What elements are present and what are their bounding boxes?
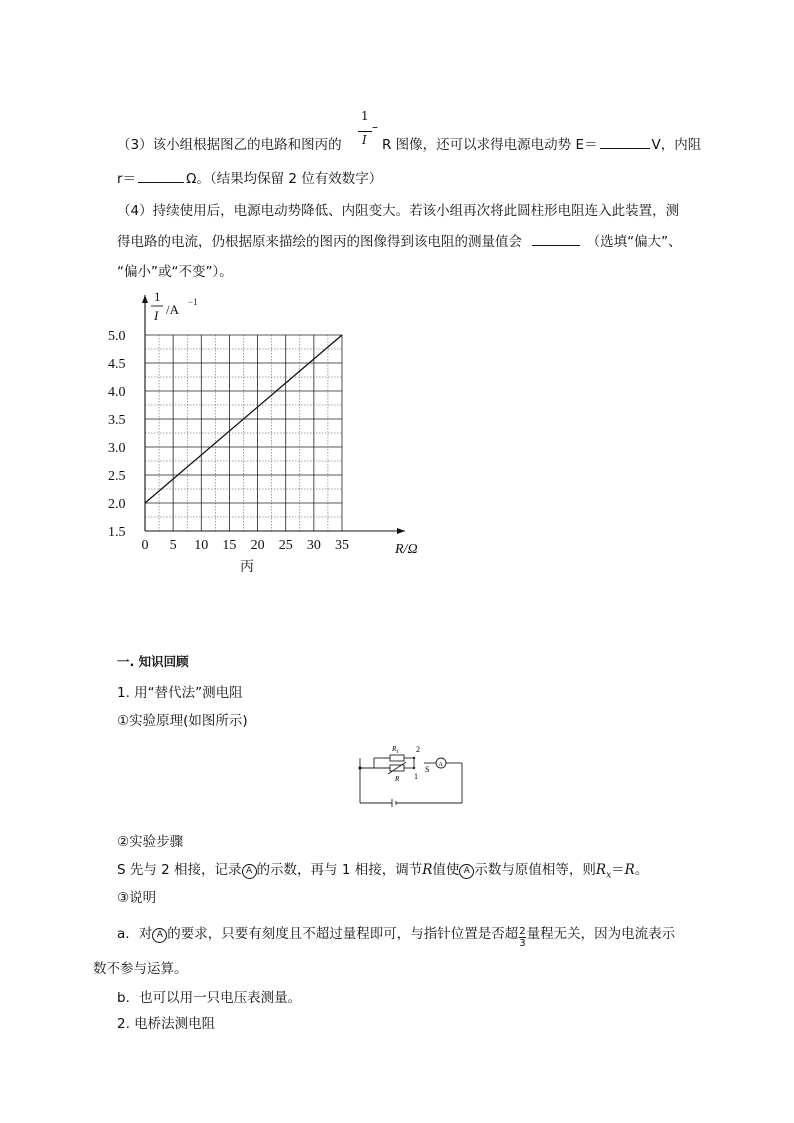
fraction-two-thirds: $\frac{2}{3}$: [519, 926, 526, 949]
x-tick-label: 35: [335, 538, 349, 553]
y-tick-label: 3.5: [108, 413, 126, 428]
y-axis-arrow: [142, 295, 148, 303]
chart-caption: 丙: [240, 560, 254, 575]
blank-internal-resistance[interactable]: [138, 170, 184, 183]
q4-line1: （4）持续使用后，电源电动势降低、内阻变大。若该小组再次将此圆柱形电阻连入此装置，测: [117, 203, 680, 219]
y-label-numerator: 1: [154, 289, 161, 304]
x-tick-label: 30: [306, 538, 321, 553]
review-item2-title: 2. 电桥法测电阻: [117, 1016, 216, 1032]
circuit-label-r1: $R_1$: [392, 745, 399, 755]
y-label-denominator: I: [154, 308, 159, 323]
blank-measurement[interactable]: [532, 233, 580, 246]
q3-fraction-denominator: I: [362, 133, 367, 147]
y-tick-label: 2.0: [108, 497, 126, 512]
q3-dash: –: [372, 120, 378, 134]
review-item1-title: 1. 用“替代法”测电阻: [117, 685, 243, 701]
ammeter-symbol: A: [242, 864, 257, 879]
y-tick-label: 1.5: [108, 525, 126, 540]
review-heading: 一. 知识回顾: [117, 654, 189, 669]
circuit-label-a: A: [438, 762, 443, 768]
x-label: R/Ω: [395, 542, 418, 557]
x-tick-label: 10: [194, 538, 209, 553]
review-sub2: ②实验步骤: [117, 834, 184, 850]
circuit-label-s: S: [425, 765, 430, 774]
ammeter-symbol-2: A: [459, 864, 474, 879]
y-tick-label: 4.0: [108, 385, 126, 400]
x-tick-label: 15: [222, 538, 237, 553]
q3-line2: r＝ Ω。（结果均保留 2 位有效数字）: [117, 171, 383, 187]
review-step-line: S 先与 2 相接，记录 A 的示数，再与 1 相接，调节R值使 A 示数与原值相等，则$R_x=R$。: [117, 862, 649, 881]
q3-line1: （3）该小组根据图乙的电路和图丙的: [117, 137, 342, 153]
y-tick-label: 5.0: [108, 329, 126, 344]
q4-line3: “偏小”或“不变”）。: [117, 264, 233, 280]
x-axis-arrow: [397, 528, 405, 534]
review-sub3: ③说明: [117, 890, 157, 906]
q3-line1-end: R 图像，还可以求得电源电动势 E＝ V，内阻: [382, 137, 702, 153]
circuit-label-r: R: [395, 775, 400, 783]
blank-emf[interactable]: [600, 136, 650, 149]
review-note-a-line2: 数不参与运算。: [93, 961, 188, 977]
y-tick-label: 2.5: [108, 469, 126, 484]
graph-bing: [105, 285, 425, 585]
review-note-b: b．也可以用一只电压表测量。: [117, 990, 302, 1006]
q3-fraction-numerator: 1: [361, 109, 369, 123]
q4-line2: 得电路的电流，仍根据原来描绘的图丙的图像得到该电阻的测量值会 （选填“偏大”、: [117, 234, 682, 250]
circuit-label-2: 2: [416, 745, 420, 754]
x-tick-label: 0: [141, 538, 149, 553]
y-label-unit: /A: [166, 302, 179, 317]
y-label-exponent: −1: [188, 297, 198, 307]
ammeter-symbol-3: A: [152, 928, 167, 943]
y-tick-label: 4.5: [108, 357, 126, 372]
x-tick-label: 5: [169, 538, 177, 553]
x-tick-label: 20: [250, 538, 265, 553]
substitution-circuit-diagram: [352, 739, 472, 811]
review-sub1: ①实验原理(如图所示): [117, 713, 248, 729]
circuit-label-1: 1: [414, 772, 418, 781]
y-tick-label: 3.0: [108, 441, 126, 456]
review-note-a: a．对 A 的要求，只要有刻度且不超过量程即可，与指针位置是否超 $\frac{2}{3}$ 量程无关，因为电流表示: [117, 926, 676, 949]
x-tick-label: 25: [278, 538, 293, 553]
